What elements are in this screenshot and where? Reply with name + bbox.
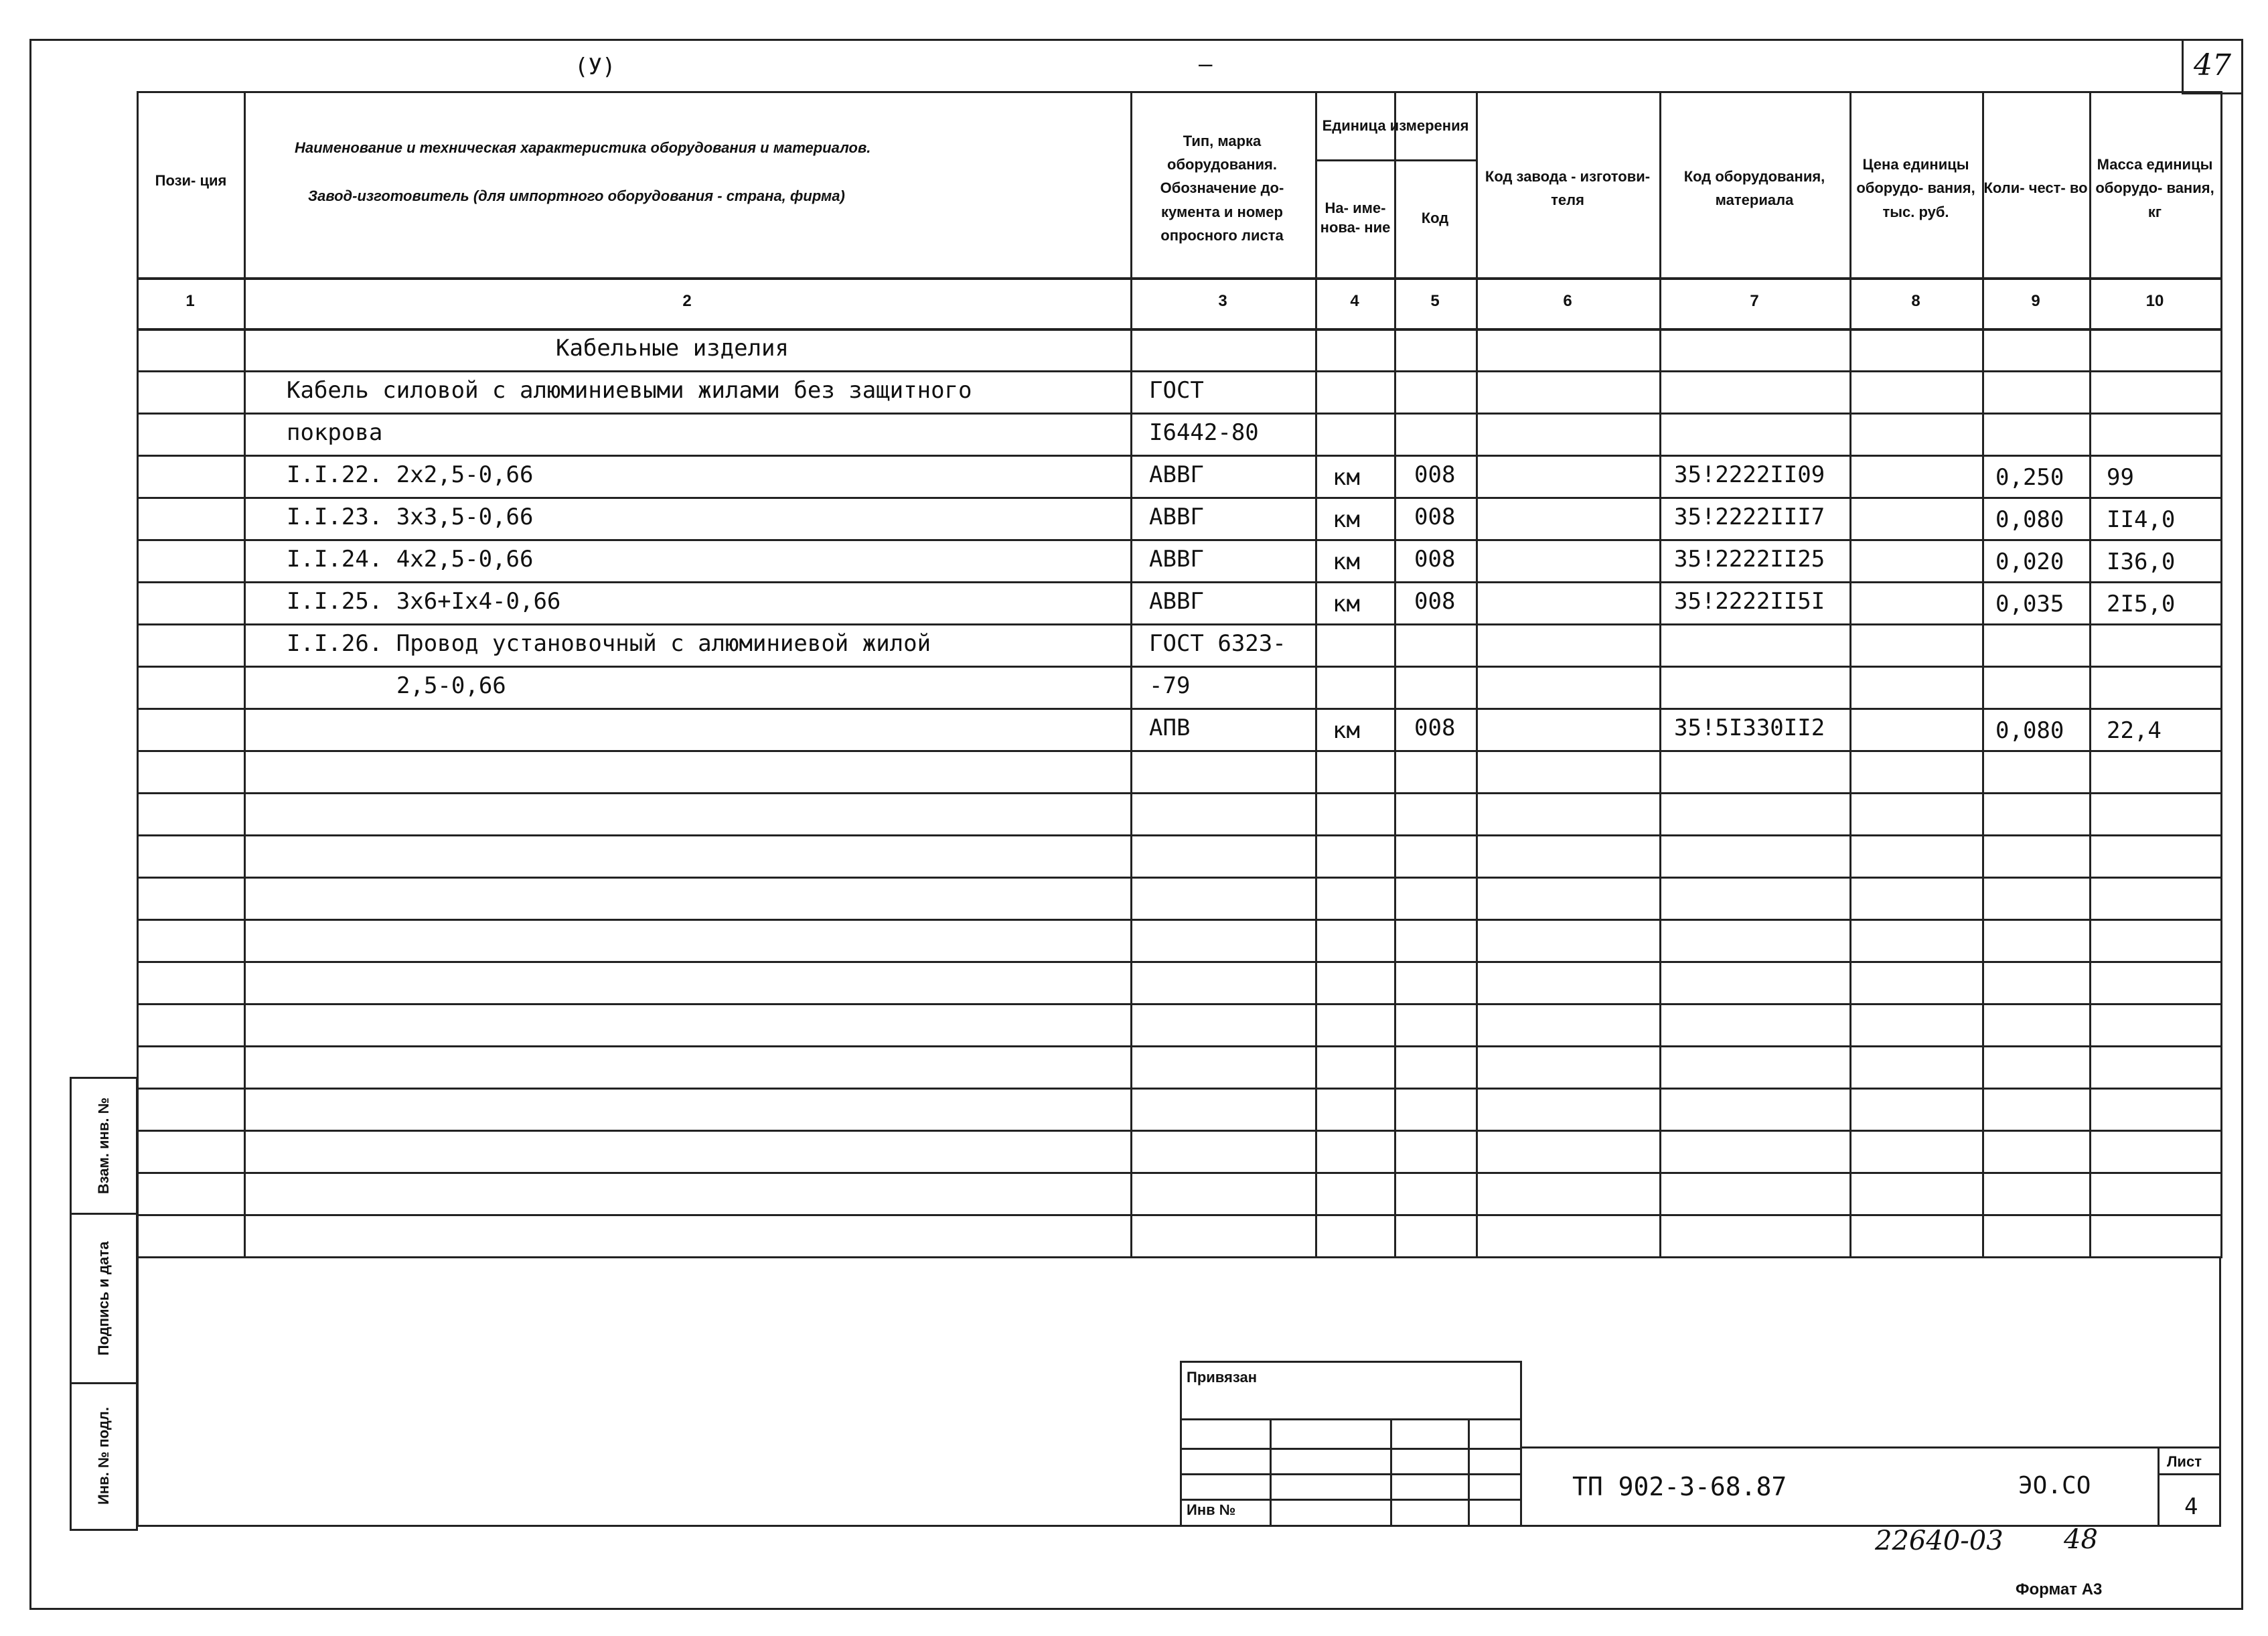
grid-hline xyxy=(137,623,2222,625)
row-name: І.І.26. Провод установочный с алюминиевой жилой xyxy=(287,630,931,657)
sheet-number: 47 xyxy=(2182,39,2241,94)
row-unit: км xyxy=(1333,548,1360,575)
top-mark: (У) xyxy=(575,54,616,80)
tb-line xyxy=(1180,1499,1521,1501)
document-code: ТП 902-3-68.87 xyxy=(1572,1472,1787,1501)
header-name-line1: Наименование и техническая характеристика оборудования и материалов. xyxy=(295,139,871,156)
column-number-10: 10 xyxy=(2145,292,2164,310)
row-unit-code: 008 xyxy=(1414,715,1456,741)
grid-hline xyxy=(137,497,2222,499)
row-unit-code: 008 xyxy=(1414,588,1456,615)
row-type: АВВГ xyxy=(1149,461,1204,488)
row-mass: ІІ4,0 xyxy=(2107,506,2176,533)
grid-hline xyxy=(137,750,2222,752)
row-quantity: 0,080 xyxy=(1995,506,2064,533)
grid-vline xyxy=(137,91,139,1256)
row-equipment-code: 35!5І330ІІ2 xyxy=(1674,715,1825,741)
column-number-5: 5 xyxy=(1430,292,1440,310)
grid-hline xyxy=(137,1256,2222,1258)
grid-hline xyxy=(137,1214,2222,1216)
grid-vline xyxy=(244,91,246,1256)
row-type: АПВ xyxy=(1149,715,1191,741)
header-mass: Масса единицы оборудо- вания, кг xyxy=(2095,156,2214,220)
tb-line xyxy=(1180,1418,1521,1420)
row-unit: км xyxy=(1333,464,1360,491)
grid-hline xyxy=(137,1130,2222,1132)
column-number-7: 7 xyxy=(1750,292,1759,310)
row-unit-code: 008 xyxy=(1414,461,1456,488)
row-type: АВВГ xyxy=(1149,504,1204,530)
format-label: Формат А3 xyxy=(2016,1580,2103,1598)
grid-hline xyxy=(137,1003,2222,1005)
row-quantity: 0,035 xyxy=(1995,591,2064,617)
header-unit-code: Код xyxy=(1421,210,1449,227)
grid-hline xyxy=(137,370,2222,372)
inv-podl-label: Инв. № подл. xyxy=(95,1406,112,1505)
column-number-8: 8 xyxy=(1911,292,1920,310)
header-unit-name: На- име- нова- ние xyxy=(1320,200,1391,236)
grid-numbers-bottom xyxy=(137,328,2222,331)
row-name: Кабель силовой с алюминиевыми жилами без защитного xyxy=(287,377,972,404)
row-quantity: 0,020 xyxy=(1995,548,2064,575)
row-unit: км xyxy=(1333,506,1360,533)
row-unit-code: 008 xyxy=(1414,546,1456,573)
vzam-inv-label: Взам. инв. № xyxy=(95,1097,112,1195)
row-equipment-code: 35!2222ІІ25 xyxy=(1674,546,1825,573)
row-type: АВВГ xyxy=(1149,546,1204,573)
tb-line xyxy=(1390,1418,1392,1527)
tb-line xyxy=(2158,1446,2160,1527)
row-type: ГОСТ 6323- xyxy=(1149,630,1286,657)
row-name: покрова xyxy=(287,419,383,446)
row-mass: 22,4 xyxy=(2107,717,2162,744)
column-number-4: 4 xyxy=(1350,292,1359,310)
row-type: -79 xyxy=(1149,672,1191,699)
header-unit: Единица измерения xyxy=(1322,117,1469,135)
grid-hline xyxy=(137,792,2222,794)
tb-line xyxy=(1521,1446,2220,1448)
podpis-label: Подпись и дата xyxy=(95,1241,112,1356)
grid-hline xyxy=(137,455,2222,457)
tb-line xyxy=(1180,1361,1182,1527)
tb-line xyxy=(1520,1361,1522,1527)
header-position: Пози- ция xyxy=(155,172,227,190)
frame-left xyxy=(137,1256,139,1527)
row-mass: І36,0 xyxy=(2107,548,2176,575)
list-label: Лист xyxy=(2167,1453,2202,1470)
grid-hline xyxy=(137,1088,2222,1090)
top-dash: – xyxy=(1199,51,1213,78)
tb-line xyxy=(2158,1473,2220,1475)
grid-hline xyxy=(137,834,2222,836)
grid-hline xyxy=(137,413,2222,415)
row-quantity: 0,080 xyxy=(1995,717,2064,744)
header-factory-code: Код завода - изготови- теля xyxy=(1485,167,1651,208)
column-number-2: 2 xyxy=(682,292,692,310)
grid-hline xyxy=(137,581,2222,583)
row-unit-code: 008 xyxy=(1414,504,1456,530)
row-name: І.І.22. 2х2,5-0,66 xyxy=(287,461,534,488)
privyazan-label: Привязан xyxy=(1187,1369,1258,1386)
grid-top xyxy=(137,91,2222,93)
row-unit: км xyxy=(1333,717,1360,744)
grid-hline xyxy=(137,1172,2222,1174)
grid-vline xyxy=(2220,91,2222,1256)
column-number-1: 1 xyxy=(185,292,195,310)
grid-hline xyxy=(137,708,2222,710)
tb-line xyxy=(1468,1418,1470,1527)
section-code: ЭО.СО xyxy=(2018,1472,2091,1499)
row-name: І.І.24. 4х2,5-0,66 xyxy=(287,546,534,573)
row-equipment-code: 35!2222ІІ5І xyxy=(1674,588,1825,615)
side-stamp xyxy=(70,1077,138,1531)
row-mass: 2І5,0 xyxy=(2107,591,2176,617)
grid-hline xyxy=(137,919,2222,921)
tb-line xyxy=(1180,1361,1521,1363)
column-number-9: 9 xyxy=(2031,292,2040,310)
column-number-3: 3 xyxy=(1218,292,1227,310)
row-equipment-code: 35!2222ІІ09 xyxy=(1674,461,1825,488)
bottom-code-2: 48 xyxy=(2064,1524,2098,1555)
tb-line xyxy=(1180,1473,1521,1475)
header-name-line2: Завод-изготовитель (для импортного оборудования - страна, фирма) xyxy=(308,188,845,204)
grid-hline xyxy=(137,877,2222,879)
tb-line xyxy=(1270,1418,1272,1527)
row-mass: 99 xyxy=(2107,464,2134,491)
header-quantity: Коли- чест- во xyxy=(1983,179,2088,197)
header-equipment-code: Код оборудования, материала xyxy=(1683,167,1825,208)
row-type: ГОСТ xyxy=(1149,377,1204,404)
grid-header-bottom xyxy=(137,277,2222,280)
section-title: Кабельные изделия xyxy=(556,335,789,362)
bottom-code: 22640-03 xyxy=(1875,1526,2004,1556)
row-type: І6442-80 xyxy=(1149,419,1259,446)
list-number: 4 xyxy=(2184,1493,2198,1520)
column-number-6: 6 xyxy=(1563,292,1572,310)
row-quantity: 0,250 xyxy=(1995,464,2064,491)
header-type: Тип, марка оборудования. Обозначение до- кумента и номер опросного листа xyxy=(1160,133,1284,244)
row-type: АВВГ xyxy=(1149,588,1204,615)
tb-line xyxy=(1180,1448,1521,1450)
row-name: І.І.23. 3х3,5-0,66 xyxy=(287,504,534,530)
row-equipment-code: 35!2222ІІІ7 xyxy=(1674,504,1825,530)
grid-hline xyxy=(137,666,2222,668)
inv-no-label: Инв № xyxy=(1187,1501,1236,1518)
header-price: Цена единицы оборудо- вания, тыс. руб. xyxy=(1856,156,1975,220)
row-name: 2,5-0,66 xyxy=(396,672,506,699)
grid-hline xyxy=(137,961,2222,963)
row-name: І.І.25. 3х6+Іх4-0,66 xyxy=(287,588,561,615)
frame-right xyxy=(2219,1256,2221,1527)
grid-hline xyxy=(137,539,2222,541)
grid-hline xyxy=(137,1045,2222,1047)
row-unit: км xyxy=(1333,591,1360,617)
